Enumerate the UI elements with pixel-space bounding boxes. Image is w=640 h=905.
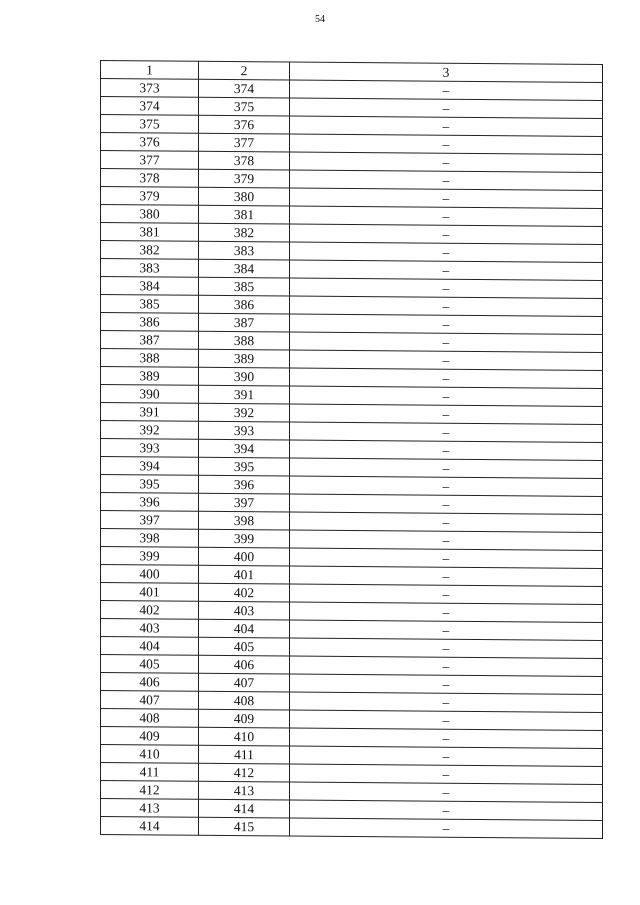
table-cell-col3: – xyxy=(290,476,603,496)
table-cell-col3: – xyxy=(290,224,603,244)
table-cell-col2: 415 xyxy=(199,817,290,836)
table-cell-col2: 405 xyxy=(199,637,290,656)
table-cell-col3: – xyxy=(290,386,603,406)
table-cell-col1: 374 xyxy=(101,97,199,116)
table-cell-col1: 383 xyxy=(101,259,199,278)
table-cell-col3: – xyxy=(290,494,603,514)
table-cell-col1: 404 xyxy=(101,637,199,656)
table-cell-col1: 379 xyxy=(101,187,199,206)
table-cell-col3: – xyxy=(290,152,603,172)
table-cell-col1: 392 xyxy=(101,421,199,440)
page-number: 54 xyxy=(315,14,325,25)
table-cell-col2: 375 xyxy=(199,97,290,116)
table-cell-col1: 410 xyxy=(101,745,199,764)
table-cell-col3: – xyxy=(290,566,603,586)
table-cell-col1: 394 xyxy=(101,457,199,476)
table-cell-col2: 383 xyxy=(199,241,290,260)
table-cell-col1: 390 xyxy=(101,385,199,404)
table-body xyxy=(101,79,603,839)
table-cell-col1: 378 xyxy=(101,169,199,188)
table-cell-col2: 392 xyxy=(199,403,290,422)
table-cell-col1: 412 xyxy=(101,781,199,800)
table-cell-col2: 378 xyxy=(199,151,290,170)
table-cell-col1: 377 xyxy=(101,151,199,170)
table-cell-col2: 382 xyxy=(199,223,290,242)
table-cell-col1: 405 xyxy=(101,655,199,674)
table-cell-col3: – xyxy=(290,134,603,154)
table-cell-col3: – xyxy=(290,116,603,136)
table-cell-col3: – xyxy=(290,332,603,352)
table-cell-col2: 406 xyxy=(199,655,290,674)
table-cell-col2: 399 xyxy=(199,529,290,548)
table-cell-col3: – xyxy=(290,350,603,370)
table-cell-col1: 373 xyxy=(101,79,199,98)
data-table xyxy=(100,60,603,839)
table-cell-col2: 386 xyxy=(199,295,290,314)
table-cell-col3: – xyxy=(290,368,603,388)
table-cell-col3: – xyxy=(290,260,603,280)
table-cell-col3: – xyxy=(290,278,603,298)
table-cell-col2: 379 xyxy=(199,169,290,188)
table-cell-col2: 402 xyxy=(199,583,290,602)
table-cell-col1: 388 xyxy=(101,349,199,368)
column-header-2: 2 xyxy=(199,61,290,80)
table-cell-col2: 377 xyxy=(199,133,290,152)
table-cell-col2: 408 xyxy=(199,691,290,710)
table-cell-col3: – xyxy=(290,818,603,838)
table-cell-col2: 374 xyxy=(199,79,290,98)
table-cell-col3: – xyxy=(290,530,603,550)
table-cell-col1: 395 xyxy=(101,475,199,494)
table-cell-col1: 386 xyxy=(101,313,199,332)
table-cell-col1: 398 xyxy=(101,529,199,548)
table-cell-col3: – xyxy=(290,674,603,694)
table-cell-col2: 411 xyxy=(199,745,290,764)
table-cell-col2: 376 xyxy=(199,115,290,134)
table-cell-col2: 385 xyxy=(199,277,290,296)
table-cell-col2: 384 xyxy=(199,259,290,278)
table-cell-col3: – xyxy=(290,710,603,730)
table-cell-col1: 406 xyxy=(101,673,199,692)
table-cell-col2: 403 xyxy=(199,601,290,620)
table-cell-col3: – xyxy=(290,296,603,316)
table-cell-col3: – xyxy=(290,656,603,676)
table-cell-col1: 385 xyxy=(101,295,199,314)
table-cell-col3: – xyxy=(290,458,603,478)
table-cell-col2: 407 xyxy=(199,673,290,692)
table-cell-col3: – xyxy=(290,746,603,766)
table-cell-col3: – xyxy=(290,242,603,262)
table-cell-col1: 409 xyxy=(101,727,199,746)
table-cell-col2: 397 xyxy=(199,493,290,512)
table-cell-col3: – xyxy=(290,638,603,658)
table-cell-col1: 401 xyxy=(101,583,199,602)
table-cell-col2: 400 xyxy=(199,547,290,566)
table-cell-col3: – xyxy=(290,206,603,226)
table-cell-col1: 391 xyxy=(101,403,199,422)
table-cell-col3: – xyxy=(290,512,603,532)
table-cell-col1: 376 xyxy=(101,133,199,152)
column-header-3: 3 xyxy=(290,62,603,82)
table-cell-col3: – xyxy=(290,80,603,100)
table-cell-col1: 382 xyxy=(101,241,199,260)
table-cell-col2: 409 xyxy=(199,709,290,728)
table-cell-col1: 399 xyxy=(101,547,199,566)
table-cell-col2: 388 xyxy=(199,331,290,350)
table-cell-col3: – xyxy=(290,404,603,424)
table-cell-col2: 396 xyxy=(199,475,290,494)
table-cell-col2: 389 xyxy=(199,349,290,368)
table-cell-col2: 413 xyxy=(199,781,290,800)
table-cell-col2: 381 xyxy=(199,205,290,224)
table-cell-col1: 384 xyxy=(101,277,199,296)
table-cell-col2: 398 xyxy=(199,511,290,530)
table-row xyxy=(101,817,603,839)
table-cell-col2: 401 xyxy=(199,565,290,584)
table-cell-col2: 390 xyxy=(199,367,290,386)
table-cell-col2: 393 xyxy=(199,421,290,440)
table-cell-col3: – xyxy=(290,548,603,568)
table-cell-col1: 400 xyxy=(101,565,199,584)
table-cell-col3: – xyxy=(290,692,603,712)
table-cell-col1: 375 xyxy=(101,115,199,134)
table-cell-col3: – xyxy=(290,440,603,460)
column-header-1: 1 xyxy=(101,61,199,80)
table-cell-col3: – xyxy=(290,602,603,622)
table-cell-col3: – xyxy=(290,764,603,784)
table-cell-col3: – xyxy=(290,98,603,118)
table-cell-col1: 389 xyxy=(101,367,199,386)
table-cell-col1: 403 xyxy=(101,619,199,638)
table-cell-col1: 402 xyxy=(101,601,199,620)
table-cell-col1: 396 xyxy=(101,493,199,512)
table-cell-col3: – xyxy=(290,620,603,640)
table-cell-col2: 394 xyxy=(199,439,290,458)
table-cell-col1: 380 xyxy=(101,205,199,224)
table-cell-col3: – xyxy=(290,170,603,190)
table-cell-col1: 414 xyxy=(101,817,199,836)
table-cell-col1: 387 xyxy=(101,331,199,350)
table-cell-col2: 387 xyxy=(199,313,290,332)
table-cell-col2: 395 xyxy=(199,457,290,476)
table-cell-col3: – xyxy=(290,728,603,748)
table-cell-col1: 413 xyxy=(101,799,199,818)
table-cell-col1: 397 xyxy=(101,511,199,530)
table-cell-col3: – xyxy=(290,800,603,820)
table-cell-col1: 408 xyxy=(101,709,199,728)
table-cell-col3: – xyxy=(290,584,603,604)
table-cell-col2: 404 xyxy=(199,619,290,638)
table-cell-col3: – xyxy=(290,782,603,802)
table-cell-col1: 393 xyxy=(101,439,199,458)
table-cell-col1: 411 xyxy=(101,763,199,782)
table-cell-col3: – xyxy=(290,188,603,208)
table-cell-col2: 380 xyxy=(199,187,290,206)
table-cell-col1: 407 xyxy=(101,691,199,710)
table-cell-col2: 414 xyxy=(199,799,290,818)
table-cell-col1: 381 xyxy=(101,223,199,242)
table-cell-col3: – xyxy=(290,314,603,334)
table-cell-col3: – xyxy=(290,422,603,442)
table-cell-col2: 391 xyxy=(199,385,290,404)
table-cell-col2: 410 xyxy=(199,727,290,746)
table-cell-col2: 412 xyxy=(199,763,290,782)
